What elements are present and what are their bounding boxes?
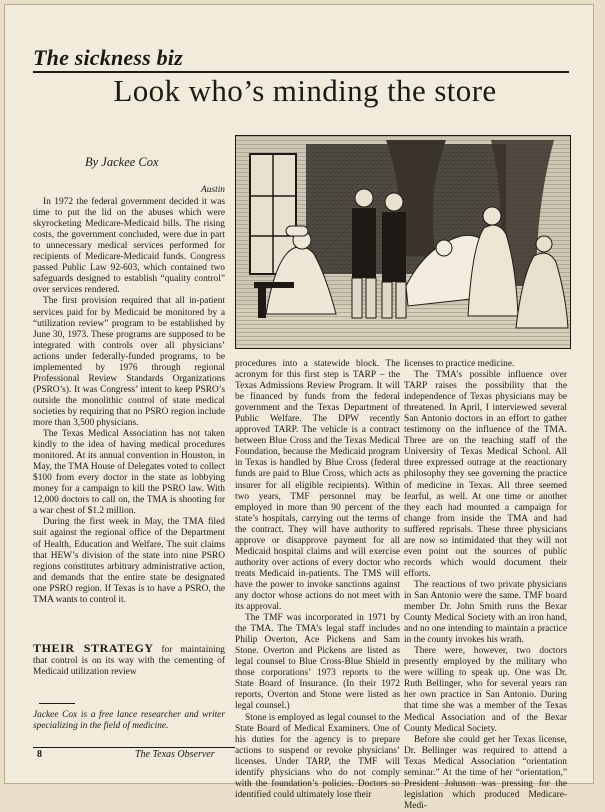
headline: Look who’s minding the store [113, 73, 497, 108]
column-2 [235, 359, 400, 801]
column-1 [33, 185, 225, 606]
publication-name: The Texas Observer [135, 749, 215, 760]
magazine-page [4, 4, 594, 811]
paragraph: During the first week in May, the TMA filed suit against the regional office of the Department of Health, Education and Welfare. The suit claims that HEW’s division of the state into nine PSRO regions constitutes arbitrary administrative action, and demands that the entire state be designated one PSRO region. If Texas is to have a PSRO, the TMA wants to control it. [33, 517, 225, 605]
paragraph: licenses to practice medicine. [404, 359, 515, 369]
dateline: Austin [201, 185, 225, 195]
paragraph: There were, however, two doctors presently employed by the military who were willing to speak up. One was Dr. Ruth Bellinger, who for several years ran her own practice in San Antonio. During that time she was a member of the Texas Medical Association and of the Bexar County Medical Society. [404, 646, 567, 734]
paragraph: In 1972 the federal government decided it was time to put the lid on the abuses which were skyrocketing Medicare-Medicaid bills. The rising costs, the government concluded, were due in part to unnecessary medical services performed for recipients of Medicare-Medicaid funds. Congress passed Public Law 92-603, which contained two safeguards designed to establish “quality control” over services rendered. [33, 197, 225, 296]
paragraph: procedures into a statewide block. The acronym for this first step is TARP – the Texas Admissions Review Program. It will be financed by funds from the federal government and the Texas Department of Public Welfare. The DPW recently approved TARP. The vehicle is a contract between Blue Cross and the Texas Medical Foundation, because the Medicaid program in Texas is handled by Blue Cross (federal funds are paid to Blue Cross, which acts as insurer for all eligible recipients). Within two years, TMF personnel may be employed in more than 90 percent of the state’s hospitals, carrying out the terms of the contract. They will have authority to approve or disapprove payment for all Medicaid hospital claims and will exercise authority over actions of every doctor who treats Medicaid in-patients. The TMS will have the power to invoke sanctions against any doctor whose actions do not meet with its approval. [235, 359, 400, 613]
paragraph: Before she could get her Texas license, Dr. Bellinger was required to attend a Texas Medical Association “orientation seminar.” At the time of her “orientation,” President Johnson was pressing for the legislation which produced Medicare-Medi- [404, 734, 567, 811]
section-kicker: The sickness biz [33, 45, 183, 70]
engraving-illustration [235, 135, 571, 349]
byline: By Jackee Cox [85, 155, 159, 169]
column-3 [404, 359, 567, 812]
paragraph: The TMA’s possible influence over TARP raises the possibility that the independence of Texas physicians may be threatened. In April, I interviewed several San Antonio doctors in an effort to gather testimony on the influence of the TMA. Three are on the teaching staff of the University of Texas Medical School. All three expressed outrage at the reactionary philosophy they see governing the practice of medicine in Texas. All three seemed fearful, as well. At one time or another they each had mounted a campaign for change from inside the TMA and had suffered reprisals. These three physicians are now so intimidated that they will not even point out the sources of public records which would document their efforts. [404, 370, 567, 579]
paragraph: The first provision required that all in-patient services paid for by Medicaid be monitored by a “utilization review” program to be established by June 30, 1973. These programs are supposed to be integrated with controls over all physicians’ actions under federally-funded programs, to be implemented by 1976 through regional Professional Review Standards Organizations (PSRO’s). It was Congress’ intent to keep PSRO’s outside the monolithic control of state medical societies by requiring that no PSRO region include more than 3,500 physicians. [33, 296, 225, 428]
lead-in: THEIR STRATEGY [33, 641, 154, 655]
strategy-paragraph [33, 643, 225, 678]
engraving-drawing [236, 136, 570, 348]
paragraph: The TMF was incorporated in 1971 by the TMA. The TMA’s legal staff includes Philip Overton, Ace Pickens and Sam Stone. Overton and Pickens are listed as legal counsel to Blue Cross-Blue Shield in those corporations’ 1973 reports to the State Board of Insurance. (In their 1972 reports, Overton and Stone were listed as legal counsel.) [235, 613, 400, 712]
paragraph: The reactions of two private physicians in San Antonio were the same. TMF board member Dr. John Smith runs the Bexar County Medical Society with an iron hand, and no one intending to maintain a practice in the county invokes his wrath. [404, 579, 567, 646]
page-number: 8 [37, 749, 42, 760]
author-bio: Jackee Cox is a free lance researcher and writer specializing in the field of medicine. [33, 710, 225, 731]
strategy-text: for maintaining that control is on its way with the cementing of Medicaid utilization review [33, 645, 225, 677]
paragraph: The Texas Medical Association has not taken kindly to the idea of having medical procedures monitored. At its annual convention in Houston, in May, the TMA House of Delegates voted to collect $100 from every doctor in the state as lobbying money for a campaign to kill the PSRO law. With 12,000 doctors to call on, the TMA is shooting for a war chest of $1.2 million. [33, 429, 225, 517]
bio-rule [39, 703, 75, 704]
footer-rule [33, 747, 235, 748]
paragraph: Stone is employed as legal counsel to the State Board of Medical Examiners. One of his duties for the agency is to prepare actions to suspend or revoke physicians’ licenses. Under TARP, the TMF will identify physicians who do not comply with the foundation’s policies. Doctors so identified could ultimately lose their [235, 712, 400, 800]
